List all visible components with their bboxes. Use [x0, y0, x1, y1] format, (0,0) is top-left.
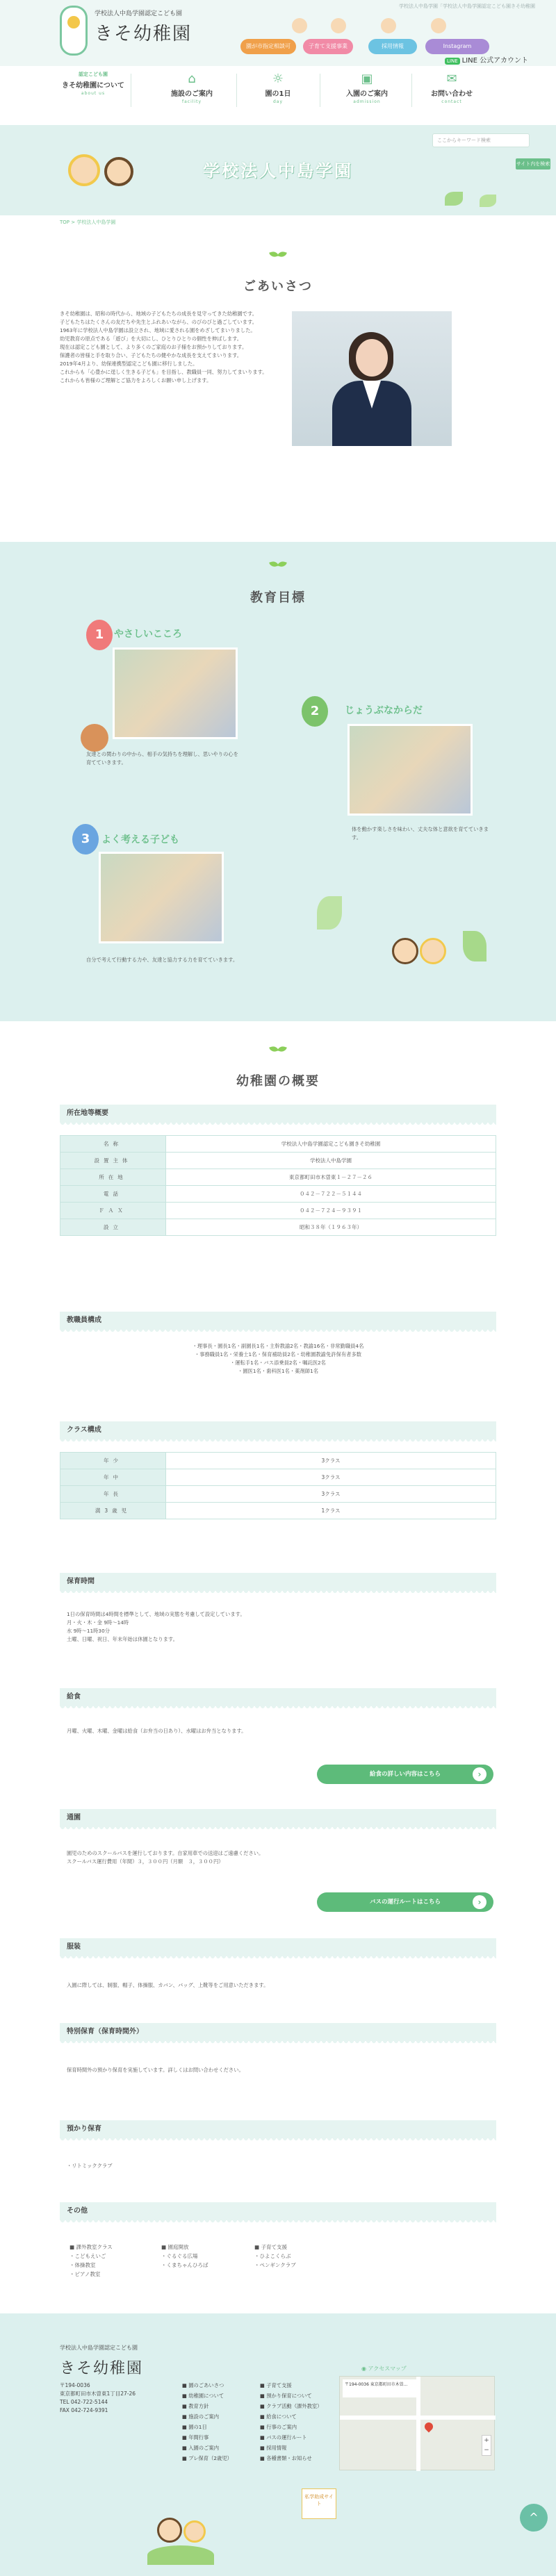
table-row	[60, 1153, 496, 1169]
table-value: 3クラス	[166, 1469, 496, 1486]
nav-item-day[interactable]	[245, 69, 311, 115]
subsidy-banner[interactable]: 私学助成サイト	[302, 2488, 336, 2519]
leaf-decoration	[480, 195, 496, 207]
class-table	[60, 1452, 496, 1519]
nav-divider	[411, 74, 412, 107]
list-item: ・くまちゃんひろば	[161, 2262, 208, 2268]
site-logo[interactable]	[60, 6, 199, 56]
sprout-icon	[270, 1046, 286, 1056]
overview-title: 幼稚園の概要	[236, 1074, 320, 1089]
list-item: ・こどもえいご	[70, 2253, 106, 2259]
staff-line: ・運転手1名・バス添乗員2名・嘱託医2名	[230, 1360, 326, 1366]
leaf-decoration	[463, 931, 486, 961]
header-button-recruit[interactable]: 採用情報	[368, 39, 417, 54]
squirrel-illustration	[81, 724, 108, 752]
footer-link[interactable]: ■ 給食について	[260, 2413, 297, 2420]
pin-icon: ◉	[361, 2366, 368, 2372]
hours-line: 水 9時～11時30分	[67, 1628, 111, 1634]
class-heading: クラス構成	[60, 1421, 496, 1439]
header-note: 学校法人中島学園「学校法人中島学園認定こども園きそ幼稚園	[399, 3, 535, 9]
footer-link[interactable]: ■ クラブ活動（課外教室）	[260, 2403, 322, 2409]
line-account-label: LINE 公式アカウント	[461, 57, 529, 65]
kid-illustration	[331, 18, 346, 33]
goal-2-title: じょうぶなからだ	[345, 705, 423, 716]
map-marker-icon	[423, 2421, 435, 2433]
staff-line: ・理事長・園長1名・副園長1名・主幹教諭2名・教諭16名・非常勤職員4名	[192, 1343, 364, 1349]
list-item: ・体操教室	[70, 2262, 96, 2268]
table-label: 年中	[60, 1469, 166, 1486]
footer-link[interactable]: ■ 園の1日	[182, 2424, 207, 2430]
nav-item-facility-en: facility	[182, 99, 202, 104]
footer-link[interactable]: ■ 教育方針	[182, 2403, 209, 2409]
access-map[interactable]	[339, 2376, 495, 2470]
kids-illustration	[157, 2518, 182, 2543]
table-value: 3クラス	[166, 1486, 496, 1503]
lunch-text: 月曜、火曜、木曜、金曜は給食（お弁当の日あり）、水曜はお弁当となります。	[67, 1728, 247, 1734]
footer-link[interactable]: ■ 年間行事	[182, 2434, 209, 2441]
table-label: 設置主体	[60, 1153, 166, 1169]
principal-face	[356, 339, 388, 377]
search-button[interactable]: サイト内を検索	[516, 158, 550, 170]
table-row	[60, 1503, 496, 1519]
nav-item-about-label: きそ幼稚園について	[62, 82, 124, 90]
greeting-paragraph: きそ幼稚園は、昭和の時代から、地域の子どもたちの成長を見守ってきた幼稚園です。	[60, 311, 257, 317]
staff-heading: 教職員構成	[60, 1312, 496, 1330]
greeting-paragraph: 幼児教育の原点である「遊び」を大切にし、ひとりひとりの個性を伸ばします。	[60, 336, 243, 342]
table-row	[60, 1169, 496, 1186]
table-value: 学校法人中島学園認定こども園きそ幼稚園	[166, 1136, 496, 1153]
kid-illustration	[381, 18, 396, 33]
table-row	[60, 1219, 496, 1236]
list-item: ■ 課外教室クラス	[70, 2244, 113, 2250]
goal-3-balloon: 3	[72, 824, 99, 854]
nav-item-facility-label: 施設のご案内	[171, 90, 213, 98]
staff-line: ・事務職員1名・栄養士1名・保育補助員2名・幼稚園教諭免許保有者多数	[194, 1351, 362, 1357]
address-line: TEL 042-722-5144	[60, 2399, 108, 2405]
greeting-closing: これからも皆様のご理解とご協力をよろしくお願い申し上げます。	[60, 377, 212, 383]
footer-link[interactable]: ■ 入園のご案内	[182, 2445, 219, 2451]
goal-2-balloon: 2	[302, 696, 328, 727]
greeting-title: ごあいさつ	[243, 279, 313, 294]
goal-2-text: 体を動かす楽しさを味わい、丈夫な体と意欲を育てていきます。	[352, 826, 489, 841]
table-value: 昭和３８年（１９６３年）	[166, 1219, 496, 1236]
goal-1-text: 友達との関わりの中から、相手の気持ちを理解し、思いやりの心を育てていきます。	[86, 751, 238, 766]
goal-3-text: 自分で考えて行動する力や、友達と協力する力を育てていきます。	[86, 957, 238, 963]
footer-link[interactable]: ■ 施設のご案内	[182, 2413, 219, 2420]
house-icon: ⌂	[188, 72, 196, 86]
greeting-paragraph: 現在は認定こども園として、より多くのご家庭のお子様をお預かりしております。	[60, 344, 247, 350]
kid-illustration	[68, 154, 100, 186]
table-label: ＦＡＸ	[60, 1203, 166, 1219]
logo-emblem	[60, 6, 88, 56]
other-column	[254, 2243, 296, 2270]
footer-link[interactable]: ■ 採用情報	[260, 2445, 287, 2451]
table-row	[60, 1136, 496, 1153]
list-item: ■ 子育て支援	[254, 2244, 287, 2250]
hours-line: 1日の保育時間は4時間を標準として、地域の実態を考慮して設定しています。	[67, 1611, 245, 1617]
address-line: FAX 042-724-9391	[60, 2407, 108, 2413]
footer-link[interactable]: ■ 子育て支援	[260, 2382, 292, 2388]
access-map-label	[361, 2365, 407, 2372]
other-column	[70, 2243, 113, 2279]
logo-title: きそ幼稚園	[95, 24, 193, 44]
nav-item-day-label: 園の1日	[265, 90, 291, 98]
lunch-heading: 給食	[60, 1688, 496, 1706]
footer-link[interactable]: ■ バスの運行ルート	[260, 2434, 307, 2441]
footer-link[interactable]: ■ 園のごあいさつ	[182, 2382, 224, 2388]
footer-logo-subtitle: 学校法人中島学園認定こども園	[60, 2345, 138, 2351]
logo-subtitle: 学校法人中島学園認定こども園	[95, 10, 183, 17]
breadcrumb-current: 学校法人中島学園	[76, 220, 116, 225]
nav-item-day-en: day	[272, 99, 284, 104]
leaf-decoration	[317, 896, 342, 930]
nav-item-contact-en: contact	[441, 99, 462, 104]
footer-link[interactable]: ■ 預かり保育について	[260, 2393, 312, 2399]
uniform-heading: 服装	[60, 1938, 496, 1956]
list-item: ・ピアノ教室	[70, 2271, 101, 2277]
table-value: 東京都町田市木曽東１－２７－２６	[166, 1169, 496, 1186]
education-section	[0, 542, 556, 1021]
kids-illustration	[420, 938, 446, 964]
commute-heading: 通園	[60, 1809, 496, 1827]
kids-illustration	[183, 2520, 206, 2543]
header-button-support[interactable]: 子育て支援事業	[303, 39, 353, 54]
table-label: 設立	[60, 1219, 166, 1236]
table-label: 満3歳児	[60, 1503, 166, 1519]
sprout-icon	[270, 561, 286, 571]
location-table	[60, 1135, 496, 1236]
header-button-instagram[interactable]: Instagram	[425, 39, 489, 54]
kid-illustration	[431, 18, 446, 33]
line-icon: LINE	[445, 58, 460, 65]
kid-illustration	[104, 157, 133, 186]
nav-item-about-en: about us	[81, 91, 106, 96]
footer-links-col-2	[260, 2380, 322, 2463]
commute-line: 園児のためのスクールバスを運行しております。自家用車での送迎はご遠慮ください。	[67, 1850, 264, 1856]
footer-address	[60, 2381, 136, 2415]
greeting-paragraph: 2019年4月より、幼保連携型認定こども園に移行しました。	[60, 361, 198, 367]
commute-text	[67, 1849, 484, 1866]
table-label: 名称	[60, 1136, 166, 1153]
address-line: 〒194-0036	[60, 2382, 90, 2388]
goal-1-photo	[113, 647, 238, 739]
hours-line: 月・火・木・金 9時～14時	[67, 1619, 129, 1626]
page-banner	[0, 125, 556, 215]
table-row	[60, 1486, 496, 1503]
page-title: 学校法人中島学園	[203, 161, 353, 181]
bus-route-button[interactable]: バスの運行ルートはこちら ›	[317, 1892, 493, 1912]
nav-item-about-badge: 認定こども園	[79, 72, 108, 77]
table-value: ０４２－７２４－９３９１	[166, 1203, 496, 1219]
other-column	[161, 2243, 208, 2270]
table-row	[60, 1453, 496, 1469]
access-map-text: アクセスマップ	[368, 2366, 407, 2372]
table-row	[60, 1203, 496, 1219]
list-item: ・ペンギンクラブ	[254, 2262, 296, 2268]
address-line: 東京都町田市木曽東1丁目27-26	[60, 2391, 136, 2397]
nav-item-about[interactable]	[60, 69, 126, 115]
door-icon: ▣	[361, 72, 373, 86]
table-row	[60, 1469, 496, 1486]
table-label: 所在地	[60, 1169, 166, 1186]
table-label: 年長	[60, 1486, 166, 1503]
breadcrumb-home[interactable]: TOP	[60, 220, 70, 225]
extended-care-text: 保育時間外の預かり保育を実施しています。詳しくはお問い合わせください。	[67, 2067, 244, 2073]
map-info-card: 〒194-0036 東京都町田市木曽...	[343, 2379, 419, 2397]
nav-item-facility[interactable]	[158, 69, 225, 115]
nav-item-contact-label: お問い合わせ	[431, 90, 473, 98]
greeting-paragraph: 1963年に学校法人中島学園は設立され、地域に愛される園をめざしてまいりました。	[60, 327, 256, 333]
principal-photo	[292, 311, 452, 446]
goal-3-photo	[99, 852, 224, 943]
extended-care-heading: 特別保育（保育時間外）	[60, 2023, 496, 2041]
search-input[interactable]: ここからキーワード検索	[432, 133, 530, 147]
footer-link[interactable]: ■ 各種書類・お知らせ	[260, 2455, 312, 2461]
chevron-up-icon: ^	[529, 2511, 539, 2524]
sun-icon: ☼	[272, 72, 284, 86]
nav-item-contact[interactable]	[418, 69, 485, 115]
table-value: 学校法人中島学園	[166, 1153, 496, 1169]
other-heading: その他	[60, 2202, 496, 2220]
breadcrumb: TOP > 学校法人中島学園	[60, 220, 116, 225]
table-label: 年少	[60, 1453, 166, 1469]
nav-divider	[236, 74, 237, 107]
goal-2-photo	[348, 724, 473, 816]
uniform-text: 入園に際しては、制服、帽子、体操服、カバン、バッグ、上靴等をご用意いただきます。	[67, 1982, 269, 1988]
hours-text	[67, 1610, 484, 1644]
afterschool-text: ・リトミッククラブ	[67, 2163, 113, 2169]
list-item: ・ぐるぐる広場	[161, 2253, 198, 2259]
nav-item-admission-en: admission	[353, 99, 381, 104]
education-title: 教育目標	[250, 591, 306, 605]
table-value: 1クラス	[166, 1503, 496, 1519]
hours-heading: 保育時間	[60, 1573, 496, 1591]
footer-logo-title[interactable]: きそ幼稚園	[60, 2360, 144, 2377]
map-zoom-control[interactable]: + −	[482, 2435, 491, 2456]
hours-line: 土曜、日曜、祝日、年末年始は休園となります。	[67, 1636, 178, 1642]
sprout-icon	[270, 251, 286, 261]
footer-link[interactable]: ■ 行事のご案内	[260, 2424, 297, 2430]
location-heading: 所在地等概要	[60, 1105, 496, 1123]
site-header	[0, 0, 556, 66]
footer-link[interactable]: ■ 幼稚園について	[182, 2393, 224, 2399]
nav-item-admission-label: 入園のご案内	[346, 90, 388, 98]
table-label: 電話	[60, 1186, 166, 1203]
staff-line: ・園医1名・歯科医1名・薬剤師1名	[237, 1368, 319, 1374]
kid-illustration	[292, 18, 307, 33]
leaf-decoration	[147, 2545, 214, 2565]
table-row	[60, 1186, 496, 1203]
greeting-paragraph: 保護者の皆様と手を取り合い、子どもたちの健やかな成長を支えてまいります。	[60, 352, 243, 358]
staff-list	[60, 1342, 496, 1376]
table-value: 3クラス	[166, 1453, 496, 1469]
list-item: ■ 園庭開放	[161, 2244, 189, 2250]
greeting-paragraph: これからも「心豊かに逞しく生きる子ども」を目指し、教職員一同、努力してまいります。	[60, 369, 268, 375]
goal-1-title: やさしいこころ	[114, 629, 182, 640]
table-value: ０４２－７２２－５１４４	[166, 1186, 496, 1203]
list-item: ・ひよこくらぶ	[254, 2253, 291, 2259]
header-button-consult[interactable]: 園が市指定相談可	[240, 39, 296, 54]
line-account-link[interactable]	[445, 54, 528, 65]
goal-1-balloon: 1	[86, 620, 113, 650]
afterschool-heading: 預かり保育	[60, 2120, 496, 2138]
back-to-top-button[interactable]	[520, 2504, 548, 2532]
lunch-detail-button[interactable]: 給食の詳しい内容はこちら ›	[317, 1765, 493, 1784]
greeting-text	[60, 310, 279, 385]
footer-links-col-1	[182, 2380, 232, 2463]
greeting-paragraph: 子どもたちはたくさんの友だちや先生とふれあいながら、のびのびと過ごしています。	[60, 319, 257, 325]
leaf-decoration	[445, 192, 463, 206]
kids-illustration	[392, 938, 418, 964]
goal-3-title: よく考える子ども	[101, 834, 179, 845]
footer-link[interactable]: ■ プレ保育（2歳児）	[182, 2455, 232, 2461]
mail-icon: ✉	[446, 72, 457, 86]
commute-line: スクールバス運行費用（年間）３，３００円（月額 ３，３００円）	[67, 1858, 224, 1865]
nav-item-admission[interactable]	[334, 69, 400, 115]
